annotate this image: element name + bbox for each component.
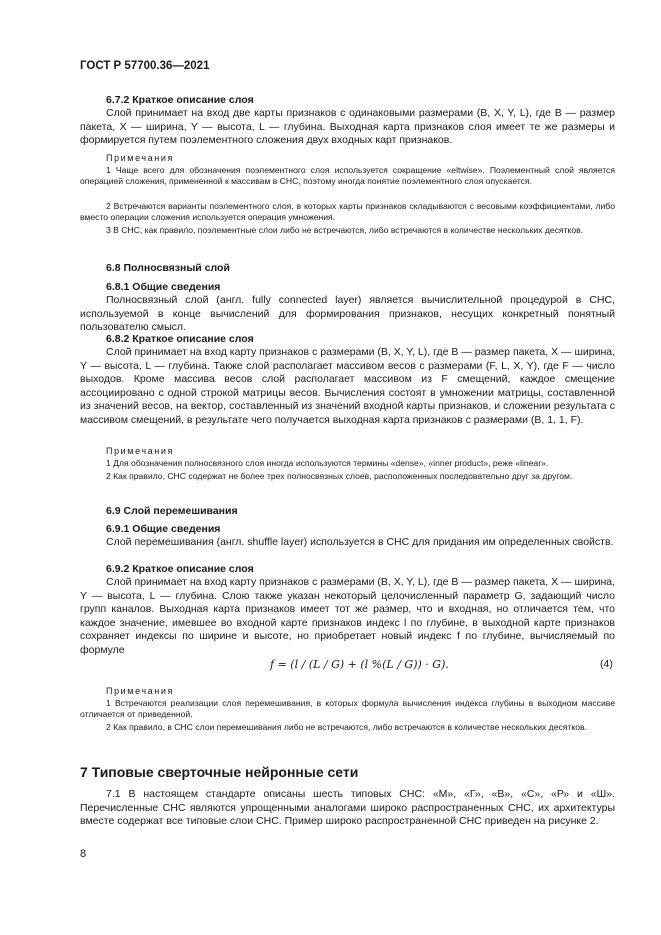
section-6-9-1-title: 6.9.1 Общие сведения [106, 523, 221, 535]
note-6-8-1: 1 Для обозначения полносвязного слоя иногда используются термины «dense», «inner product», реже «linear». [106, 458, 549, 468]
page-number: 8 [80, 848, 87, 860]
formula-number: (4) [600, 658, 613, 670]
notes-label-6-9: Примечания [106, 686, 174, 696]
note-6-7-2: 2 Встречаются варианты поэлементного слоя, в которых карты признаков складываются с весовыми коэффициентами, либо вместо операции сложения используется операция умножения. [80, 201, 615, 223]
section-7-1-paragraph: 7.1 В настоящем стандарте описаны шесть типовых СНС: «М», «Г», «В», «С», «Р» и «Ш». Перечисленные СНС являются упрощенными аналогами широко распространенных СНС, их архитектуры вместе содержат все типовые слои СНС. Пример широко распространенной СНС приведен на рисунке 2. [80, 788, 615, 828]
section-6-9-1-paragraph: Слой перемешивания (англ. shuffle layer) используется в СНС для придания им определенных свойств. [106, 536, 614, 548]
section-6-9-2-title: 6.9.2 Краткое описание слоя [106, 563, 254, 575]
section-6-9-2-paragraph: Слой принимает на вход карту признаков с размерами (B, X, Y, L), где B — размер пакета, X — ширина, Y — высота, L — глубина. Слою также указан некоторый целочисленный параметр G, задающий число групп каналов. Выходная карта признаков имеет тот же размер, что и входная, но отличается тем, что каждое значение, имевшее во входной карте признаков индекс l по глубине, в выходной карте признаков сохраняет индексы по ширине и высоте, но приобретает новый индекс f по глубине, вычисляемый по формуле [80, 576, 615, 656]
section-6-8-1-title: 6.8.1 Общие сведения [106, 281, 221, 293]
section-6-9-title: 6.9 Слой перемешивания [106, 505, 238, 517]
section-6-7-2-title: 6.7.2 Краткое описание слоя [106, 94, 254, 106]
note-6-8-2: 2 Как правило, СНС содержат не более трех полносвязных слоев, расположенных последовательно друг за другом. [106, 471, 573, 481]
document-header: ГОСТ Р 57700.36—2021 [80, 60, 210, 72]
notes-label-6-8: Примечания [106, 446, 174, 456]
section-6-8-title: 6.8 Полносвязный слой [106, 262, 230, 274]
section-6-8-2-title: 6.8.2 Краткое описание слоя [106, 333, 254, 345]
section-6-8-2-paragraph: Слой принимает на вход карту признаков с размерами (B, X, Y, L), где B — размер пакета, X — ширина, Y — высота, L — глубина. Также слой располагает массивом весов с размерами (F, L, X, Y), где F — число выходов. Кроме массива весов слой располагает массивом из F смещений, каждое смещение ассоциировано с одной строкой матрицы весов. Вычисления состоят в умножении матрицы, составленной из значений весов, на вектор, составленный из значений входной карты признаков, и сложении результата с массивом смещений, в результате чего получается выходная карта признаков с размерами (B, 1, 1, F). [80, 346, 615, 426]
note-6-9-1: 1 Встречаются реализации слоя перемешивания, в которых формула вычисления индекса глубины в выходном массиве отличается от приведенной. [80, 698, 615, 720]
section-7-title: 7 Типовые сверточные нейронные сети [80, 764, 359, 780]
formula-4: f = (l / (L / G) + (l %(L / G)) · G). [270, 658, 449, 671]
section-6-8-1-paragraph: Полносвязный слой (англ. fully connected layer) является вычислительной процедурой в СНС, используемой в конце вычислений для формирования признаков, несущих конкретный понятный пользователю смысл. [80, 294, 615, 334]
note-6-7-1: 1 Чаще всего для обозначения поэлементного слоя используется сокращение «eltwise». Поэлементный слой является операцией сложения, примененной к массивам в СНС, поэтому иногда понятие поэлементного слоя опускается. [80, 165, 615, 187]
note-6-7-3: 3 В СНС, как правило, поэлементные слои либо не встречаются, либо встречаются в количестве нескольких десятков. [106, 225, 584, 235]
notes-label-6-7: Примечания [106, 153, 174, 163]
note-6-9-2: 2 Как правило, в СНС слои перемешивания либо не встречаются, либо встречаются в количестве нескольких десятков. [106, 722, 587, 732]
section-6-7-2-paragraph: Слой принимает на вход две карты признаков с одинаковыми размерами (B, X, Y, L), где B — размер пакета, X — ширина, Y — высота, L — глубина. Выходная карта признаков слоя имеет те же размеры и формируется путем поэлементного сложения двух входных карт признаков. [80, 107, 615, 147]
